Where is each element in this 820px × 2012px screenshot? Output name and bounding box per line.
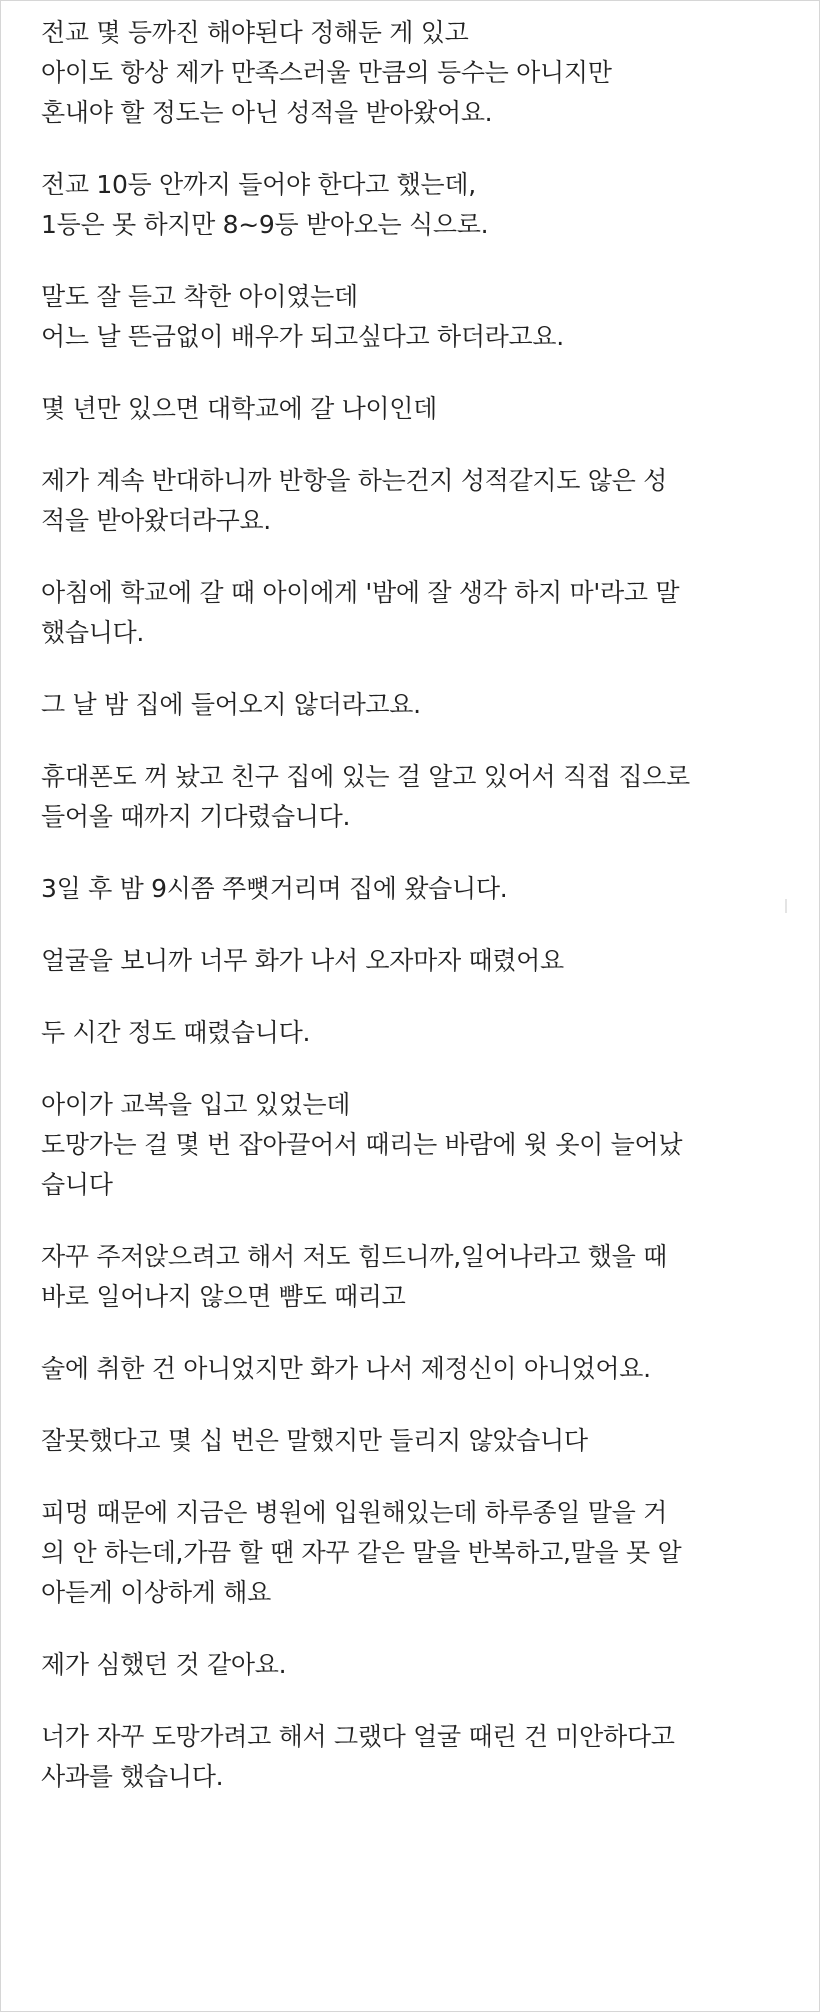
text-line: 아듣게 이상하게 해요 (41, 1578, 271, 1607)
paragraph (41, 1349, 786, 1389)
text-line: 전교 10등 안까지 들어야 한다고 했는데, (41, 170, 476, 199)
paragraph (41, 277, 786, 357)
paragraph (41, 869, 786, 909)
text-line: 혼내야 할 정도는 아닌 성적을 받아왔어요. (41, 98, 493, 127)
text-line: 3일 후 밤 9시쯤 쭈뼛거리며 집에 왔습니다. (41, 874, 508, 903)
text-line: 했습니다. (41, 618, 145, 647)
text-line: 아이도 항상 제가 만족스러울 만큼의 등수는 아니지만 (41, 58, 612, 87)
text-line: 제가 계속 반대하니까 반항을 하는건지 성적같지도 않은 성 (41, 466, 667, 495)
paragraph (41, 165, 786, 245)
text-line: 아침에 학교에 갈 때 아이에게 '밤에 잘 생각 하지 마'라고 말 (41, 578, 680, 607)
paragraph (41, 1085, 786, 1205)
paragraph (41, 757, 786, 837)
text-line: 어느 날 뜬금없이 배우가 되고싶다고 하더라고요. (41, 322, 564, 351)
paragraph (41, 1645, 786, 1685)
paragraph (41, 13, 786, 133)
text-line: 1등은 못 하지만 8~9등 받아오는 식으로. (41, 210, 489, 239)
text-line: 전교 몇 등까진 해야된다 정해둔 게 있고 (41, 18, 469, 47)
text-line: 잘못했다고 몇 십 번은 말했지만 들리지 않았습니다 (41, 1426, 588, 1455)
text-line: 두 시간 정도 때렸습니다. (41, 1018, 311, 1047)
text-line: 아이가 교복을 입고 있었는데 (41, 1090, 351, 1119)
text-line: 얼굴을 보니까 너무 화가 나서 오자마자 때렸어요 (41, 946, 564, 975)
scroll-mark (785, 899, 787, 913)
text-line: 들어올 때까지 기다렸습니다. (41, 802, 351, 831)
text-line: 의 안 하는데,가끔 할 땐 자꾸 같은 말을 반복하고,말을 못 알 (41, 1538, 682, 1567)
paragraph (41, 1717, 786, 1797)
paragraph (41, 685, 786, 725)
text-line: 몇 년만 있으면 대학교에 갈 나이인데 (41, 394, 437, 423)
paragraph (41, 1237, 786, 1317)
paragraph (41, 389, 786, 429)
text-line: 자꾸 주저앉으려고 해서 저도 힘드니까,일어나라고 했을 때 (41, 1242, 667, 1271)
paragraph (41, 1493, 786, 1613)
paragraph (41, 461, 786, 541)
paragraph (41, 1421, 786, 1461)
paragraph (41, 941, 786, 981)
text-line: 적을 받아왔더라구요. (41, 506, 271, 535)
paragraph (41, 573, 786, 653)
paragraph (41, 1013, 786, 1053)
text-line: 제가 심했던 것 같아요. (41, 1650, 287, 1679)
text-line: 바로 일어나지 않으면 뺨도 때리고 (41, 1282, 406, 1311)
text-line: 너가 자꾸 도망가려고 해서 그랬다 얼굴 때린 건 미안하다고 (41, 1722, 675, 1751)
text-line: 말도 잘 듣고 착한 아이였는데 (41, 282, 358, 311)
text-line: 사과를 했습니다. (41, 1762, 224, 1791)
text-line: 술에 취한 건 아니었지만 화가 나서 제정신이 아니었어요. (41, 1354, 651, 1383)
text-line: 그 날 밤 집에 들어오지 않더라고요. (41, 690, 421, 719)
text-line: 도망가는 걸 몇 번 잡아끌어서 때리는 바람에 윗 옷이 늘어났 (41, 1130, 683, 1159)
text-line: 피멍 때문에 지금은 병원에 입원해있는데 하루종일 말을 거 (41, 1498, 667, 1527)
post-body (41, 13, 786, 1829)
text-line: 습니다 (41, 1170, 113, 1199)
text-line: 휴대폰도 꺼 놨고 친구 집에 있는 걸 알고 있어서 직접 집으로 (41, 762, 690, 791)
